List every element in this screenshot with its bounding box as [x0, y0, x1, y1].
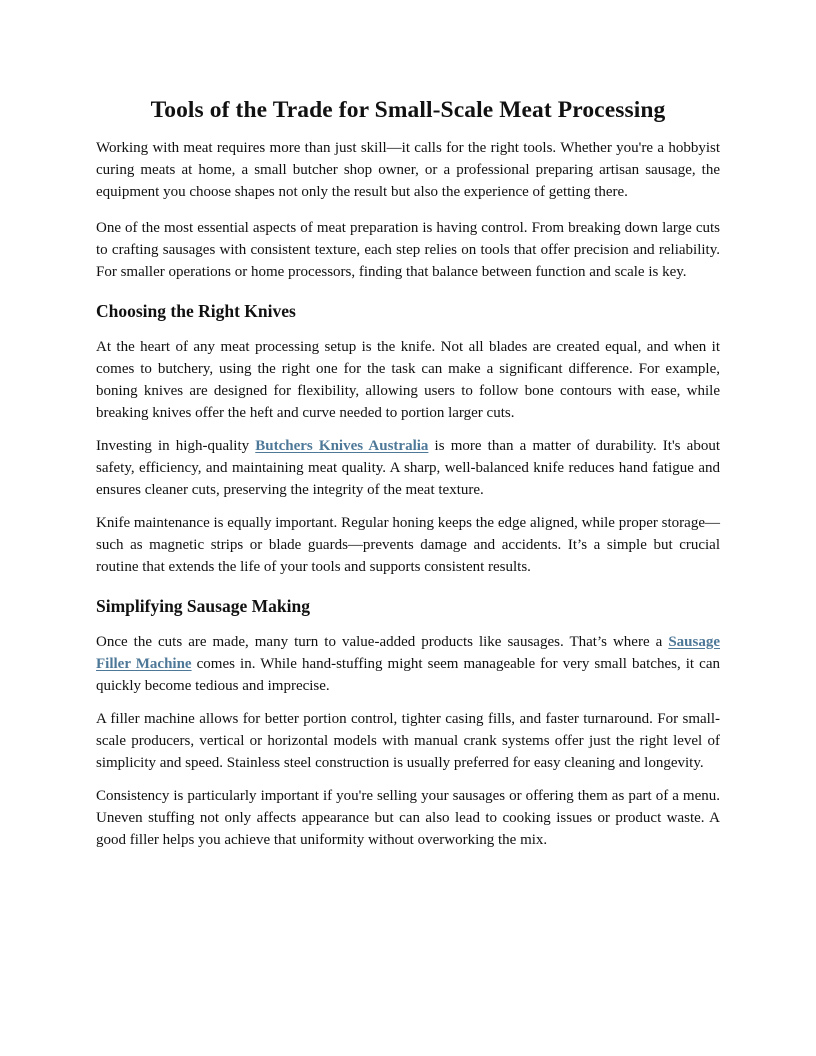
sausage-paragraph-1-text-after: comes in. While hand-stuffing might seem manageable for very small batches, it can quickly become tedious and imprecise. [96, 656, 720, 694]
butchers-knives-link[interactable]: Butchers Knives Australia [255, 438, 429, 454]
page-title: Tools of the Trade for Small-Scale Meat Processing [150, 97, 666, 123]
sausage-paragraph-3: Consistency is particularly important if you're selling your sausages or offering them as part of a menu. Uneven stuffing not only affects appearance but can also lead to cooking issues or product waste. A good filler helps you achieve that uniformity without overworking the mix. [96, 788, 720, 848]
knives-paragraph-2 [96, 435, 720, 501]
knives-paragraph-1: At the heart of any meat processing setup is the knife. Not all blades are created equal, and when it comes to butchery, using the right one for the task can make a significant difference. For example, boning knives are designed for flexibility, allowing users to follow bone contours with ease, while breaking knives offer the heft and curve needed to portion larger cuts. [96, 339, 720, 421]
document-page [96, 95, 720, 862]
sausage-paragraph-2: A filler machine allows for better portion control, tighter casing fills, and faster turnaround. For small-scale producers, vertical or horizontal models with manual crank systems offer just the right level of simplicity and speed. Stainless steel construction is usually preferred for easy cleaning and longevity. [96, 711, 720, 771]
intro-paragraph-2: One of the most essential aspects of meat preparation is having control. From breaking down large cuts to crafting sausages with consistent texture, each step relies on tools that offer precision and reliability. For smaller operations or home processors, finding that balance between function and scale is key. [96, 220, 720, 280]
section-heading-knives: Choosing the Right Knives [96, 301, 296, 321]
knives-paragraph-2-text-before: Investing in high-quality [96, 438, 256, 454]
intro-paragraph-1: Working with meat requires more than just skill—it calls for the right tools. Whether you're a hobbyist curing meats at home, a small butcher shop owner, or a professional preparing artisan sausage, the equipment you choose shapes not only the result but also the experience of getting there. [96, 140, 720, 200]
knives-paragraph-3: Knife maintenance is equally important. Regular honing keeps the edge aligned, while proper storage—such as magnetic strips or blade guards—prevents damage and accidents. It’s a simple but crucial routine that extends the life of your tools and supports consistent results. [96, 515, 720, 575]
knives-paragraph-2-text-after: is more than a matter of durability. It's about safety, efficiency, and maintaining meat quality. A sharp, well-balanced knife reduces hand fatigue and ensures cleaner cuts, preserving the integrity of the meat texture. [96, 438, 720, 498]
sausage-paragraph-1-text-before: Once the cuts are made, many turn to value-added products like sausages. That’s where a [96, 634, 669, 650]
section-heading-sausage: Simplifying Sausage Making [96, 596, 310, 616]
sausage-paragraph-1 [96, 631, 720, 697]
sausage-filler-machine-link[interactable]: Sausage Filler Machine [96, 634, 720, 672]
